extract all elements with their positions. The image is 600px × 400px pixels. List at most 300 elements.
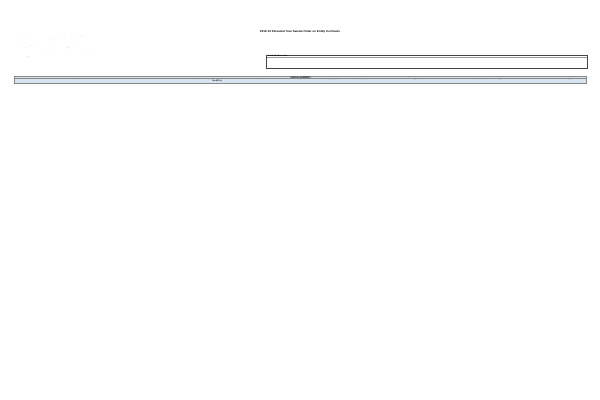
document-title: 2012-13 Financial Year Senate Order on Entity Contracts	[259, 29, 341, 33]
end-date-cell: 31/12/2013	[260, 151, 266, 153]
amount-cell: 100,000.00	[216, 340, 222, 342]
contract-number-cell: FA - Indig Land Fund Provision	[124, 345, 141, 347]
end-date-cell: 31/12/2013	[260, 159, 266, 161]
confidentiality-cell: No	[336, 104, 338, 106]
end-date-cell: 30/06/2014	[260, 340, 266, 342]
start-date-cell: 27/06/2013	[228, 203, 234, 205]
contractor-cell: PORT MACQUARIE LOCAL ABORIGINAL LAND COUNCIL	[15, 265, 47, 267]
contract-number-cell: FA - Indig Land Fund Provision	[124, 174, 141, 176]
other-confidential-cell: No	[491, 330, 493, 332]
other-confidential-cell: No	[491, 218, 493, 220]
contractor-cell: INDIGENOUS BUSINESS AUSTRALIA	[15, 198, 36, 200]
confidentiality-cell: No	[336, 257, 338, 259]
confidentiality-cell: No	[336, 203, 338, 205]
amount-cell: 100,000.00	[216, 312, 222, 314]
amount-cell: 350,000.00	[216, 96, 222, 98]
end-date-cell: 30/06/2013	[260, 102, 266, 104]
end-date-cell: 30/06/2014	[260, 208, 266, 210]
contractor-cell: ABORIGINAL HOSTELS LIMITED	[15, 195, 34, 197]
contractor-cell: NGAANYATJARRA PITJANTJATJARA YANKUNYTJATJARA WOMEN'S COUNCIL	[15, 192, 59, 194]
contractor-cell: KULLILLI BULLOO RIVER ABORIGINAL CORPORATION	[15, 226, 46, 228]
contractor-cell: WESTERN LAND COUNCIL	[15, 89, 31, 91]
currency-cell: $	[179, 115, 180, 117]
end-date-cell: 31/12/2013	[260, 120, 266, 122]
end-date-cell: 31/12/2013	[260, 96, 266, 98]
contract-number-cell: FA - Indig Land Fund Provision	[124, 340, 141, 342]
confidentiality-cell: No	[336, 270, 338, 272]
currency-cell: $	[179, 270, 180, 272]
amount-cell: 285,400.00	[216, 104, 222, 106]
confidentiality-cell: No	[336, 151, 338, 153]
confidentiality-cell: No	[336, 185, 338, 187]
start-date-cell: 01/09/2012	[228, 94, 234, 96]
other-confidential-cell: No	[491, 211, 493, 213]
contractor-cell: MURRAY LOWER DARLING RIVERS INDIGENOUS NATIONS	[15, 130, 49, 132]
start-date-cell: 30/06/2013	[228, 252, 234, 254]
currency-cell: $	[179, 314, 180, 316]
confidentiality-cell: No	[336, 91, 338, 93]
amount-cell: 205,000.00	[216, 120, 222, 122]
amount-cell: 100,000.00	[216, 262, 222, 264]
currency-cell: $	[179, 151, 180, 153]
currency-cell: $	[179, 239, 180, 241]
amount-cell: 100,000.00	[216, 361, 222, 363]
confidentiality-cell: No	[336, 301, 338, 303]
currency-cell: $	[179, 130, 180, 132]
contract-number-cell: FA - Indig Land Fund Provision	[124, 104, 141, 106]
contractor-cell: BANJIMA NATIVE TITLE ABORIGINAL CORPORATION	[15, 317, 45, 319]
currency-cell: $	[179, 187, 180, 189]
start-date-cell: 28/06/2013	[228, 205, 234, 207]
confidentiality-cell: No	[336, 366, 338, 368]
other-confidential-cell: No	[491, 208, 493, 210]
contractor-cell: ARABUNNA ABORIGINAL CORPORATION	[15, 288, 39, 290]
end-date-cell: 30/06/2013	[260, 133, 266, 135]
start-date-cell: 30/06/2013	[228, 294, 234, 296]
contractor-cell: KIMBERLEY ABORIGINAL CARING FOR COUNTRY PLAN ORG	[15, 275, 50, 277]
contract-number-cell: FA - Indig Land Fund Provision	[124, 130, 141, 132]
amount-cell: 165,750.00	[216, 135, 222, 137]
currency-cell: $	[179, 172, 180, 174]
amount-cell: 218,400.00	[216, 117, 222, 119]
contractor-cell: KIMBERLEY LAND COUNCIL	[15, 91, 31, 93]
contract-number-cell: FA - Indig Land Fund Provision	[124, 314, 141, 316]
start-date-cell: 30/06/2013	[228, 366, 234, 368]
start-date-cell: 25/03/2013	[228, 156, 234, 158]
end-date-cell: 31/12/2013	[260, 322, 266, 324]
amount-cell: 100,000.00	[216, 239, 222, 241]
other-confidential-cell: No	[491, 156, 493, 158]
end-date-cell: 31/12/2013	[260, 198, 266, 200]
contractor-cell: ALYAWARR AND KAYTETYE ABORIGINAL CORPORATION	[15, 294, 48, 296]
end-date-cell: 30/06/2013	[260, 109, 266, 111]
amount-cell: 100,000.00	[216, 237, 222, 239]
info-code: (ii) Intellectual property	[268, 59, 281, 61]
column-header: Reason(s)	[564, 79, 572, 81]
contractor-cell: QUEENSLAND SOUTH NATIVE TITLE SERVICES	[15, 135, 43, 137]
currency-cell: $	[179, 177, 180, 179]
start-date-cell: 30/06/2013	[228, 221, 234, 223]
confidentiality-cell: No	[336, 351, 338, 353]
end-date-cell: 30/06/2014	[260, 317, 266, 319]
end-date-cell: 30/06/2013	[260, 343, 266, 345]
contractor-cell: ABORIGINAL & ISLANDER SUPPORT PTY LTD	[15, 84, 41, 85]
start-date-cell: 30/06/2013	[228, 244, 234, 246]
end-date-cell: 30/06/2013	[260, 335, 266, 337]
contract-number-cell: FA - Indig Land Fund Provision	[124, 364, 141, 366]
currency-cell: $	[179, 356, 180, 358]
other-confidential-cell: No	[491, 252, 493, 254]
contract-number-cell: FA - Indig Land Fund Provision	[124, 146, 141, 148]
column-header: Amount/Contract Value (GST inc)	[211, 79, 223, 82]
other-confidential-cell: No	[491, 104, 493, 106]
confidentiality-cell: No	[336, 314, 338, 316]
amount-cell: 100,000.00	[216, 320, 222, 322]
other-confidential-cell: No	[491, 257, 493, 259]
contractor-cell: BIRRIAH ABORIGINAL CORPORATION	[15, 286, 37, 288]
amount-cell: 100,000.00	[216, 294, 222, 296]
contract-number-cell: FA - Indig Land Fund Provision	[124, 125, 141, 127]
other-confidential-cell: No	[491, 294, 493, 296]
currency-cell: $	[179, 86, 180, 88]
start-date-cell: 18/03/2013	[228, 154, 234, 156]
currency-cell: $	[179, 294, 180, 296]
amount-cell: 101,900.00	[216, 190, 222, 192]
end-date-cell: 31/12/2013	[260, 338, 266, 340]
amount-cell: 178,900.00	[216, 130, 222, 132]
end-date-cell: 31/12/2013	[260, 314, 266, 316]
other-confidential-cell: No	[491, 94, 493, 96]
start-date-cell: 15/11/2012	[228, 112, 234, 114]
end-date-cell: 30/06/2014	[260, 301, 266, 303]
end-date-cell: 30/06/2013	[260, 117, 266, 119]
currency-cell: $	[179, 322, 180, 324]
currency-cell: $	[179, 338, 180, 340]
contractor-cell: GANGGALIDA AND GARAWA NATIVE TITLE CORPORATION	[15, 281, 49, 283]
start-date-cell: 30/06/2013	[228, 330, 234, 332]
contract-number-cell: FA - Indig Land Fund Provision	[124, 167, 141, 168]
contract-number-cell: FA - Indig Land Fund Provision	[124, 200, 141, 202]
other-confidential-cell: No	[491, 325, 493, 327]
start-date-cell: 30/06/2013	[228, 239, 234, 241]
start-date-cell: 30/06/2013	[228, 358, 234, 360]
contract-number-cell: FA - Indig Land Fund Provision	[124, 91, 141, 93]
start-date-cell: 15/04/2013	[228, 164, 234, 166]
end-date-cell: 30/06/2013	[260, 242, 266, 244]
amount-cell: 110,000.00	[216, 174, 222, 176]
confidentiality-cell: No	[336, 252, 338, 254]
start-date-cell: 25/02/2013	[228, 143, 234, 145]
contractor-cell: YUNKUNJINI ABORIGINAL CORPORATION	[15, 366, 39, 368]
end-date-cell: 31/12/2013	[260, 353, 266, 355]
other-confidential-cell: No	[491, 340, 493, 342]
amount-cell: 100,000.00	[216, 338, 222, 340]
confidentiality-cell: No	[336, 309, 338, 311]
confidentiality-cell: No	[336, 161, 338, 163]
contractor-cell: REEF AMERICAN HUB HOLDINGS PTY LTD	[15, 107, 40, 109]
amount-cell: 100,000.00	[216, 221, 222, 223]
end-date-cell: 31/12/2013	[260, 213, 266, 215]
other-confidential-cell: No	[491, 205, 493, 207]
currency-cell: $	[179, 278, 180, 280]
contractor-cell: ABORIGINAL AND TORRES STRAIT ISLANDER CORPORATION LIMITED	[15, 96, 56, 98]
contractor-cell: TJURABALAN NATIVE TITLE LAND ABORIGINAL CORPORATION	[15, 257, 51, 259]
start-date-cell: 30/06/2013	[228, 322, 234, 324]
contractor-cell: ISLAND COMMUNITY ASSOCIATION INC	[15, 104, 38, 106]
contract-number-cell: FA - Indig Land Fund Provision	[124, 291, 141, 293]
end-date-cell: 30/06/2014	[260, 262, 266, 264]
amount-cell: 100,000.00	[216, 224, 222, 226]
start-date-cell: 01/07/2012	[228, 86, 234, 88]
other-confidential-cell: No	[491, 159, 493, 161]
contractor-cell: GIMUY WALUBARA YIDINJI ABORIGINAL CORPORATION	[15, 224, 47, 226]
contractor-cell: YIRRGANYDJI ABORIGINAL CORPORATION	[15, 314, 40, 316]
currency-cell: $	[179, 117, 180, 119]
end-date-cell: 30/06/2013	[260, 257, 266, 259]
contract-number-cell: FA - Indig Land Fund Provision	[124, 278, 141, 280]
contract-number-cell: FA - Indig Land Fund Provision	[124, 299, 141, 301]
amount-cell: 150,000.00	[216, 143, 222, 145]
end-date-cell: 30/06/2014	[260, 146, 266, 148]
info-code: (iv) Privacy and personal information	[268, 63, 288, 65]
confidentiality-cell: No	[336, 338, 338, 340]
other-confidential-cell: No	[491, 117, 493, 119]
contract-number-cell: FA - Indig Land Fund Provision	[124, 203, 141, 205]
contractor-cell: MALGANA ABORIGINAL CORPORATION	[15, 229, 38, 231]
currency-cell: $	[179, 247, 180, 249]
contract-number-cell: FA - Indig Land Fund Provision	[124, 237, 141, 239]
end-date-cell: 30/06/2013	[260, 211, 266, 213]
intro-line: These contracts have been listed in accordance with the requirements of the Senate Order (Procurement Connected Policy Guidance)	[14, 53, 91, 55]
contract-number-cell: FA - Indig Land Fund Provision	[124, 190, 141, 192]
other-confidential-cell: No	[491, 185, 493, 187]
confidentiality-cell: No	[336, 174, 338, 176]
start-date-cell: 30/06/2013	[228, 296, 234, 298]
other-confidential-cell: No	[491, 91, 493, 93]
info-description: The contract does not contain any confidentiality provisions	[323, 66, 355, 68]
end-date-cell: 31/12/2013	[260, 205, 266, 207]
amount-cell: 160,000.00	[216, 138, 222, 140]
confidentiality-cell: No	[336, 102, 338, 104]
contractor-cell: BARKINDJI NATIVE TITLE GROUP ABORIGINAL CORPORATION	[15, 296, 51, 298]
contract-number-cell: FA - Indig Land Fund Provision	[124, 208, 141, 210]
other-confidential-cell: No	[491, 283, 493, 285]
start-date-cell: 30/06/2013	[228, 270, 234, 272]
other-confidential-cell: No	[491, 221, 493, 223]
contract-number-cell: FA - Indig Land Fund Provision	[124, 99, 141, 101]
confidentiality-cell: No	[336, 96, 338, 98]
start-date-cell: 30/06/2013	[228, 364, 234, 366]
currency-cell: $	[179, 198, 180, 200]
currency-cell: $	[179, 208, 180, 210]
amount-cell: 100,000.00	[216, 252, 222, 254]
other-confidential-cell: No	[491, 213, 493, 215]
amount-cell: 320,100.00	[216, 99, 222, 101]
end-date-cell: 30/06/2014	[260, 161, 266, 163]
end-date-cell: 30/06/2013	[260, 156, 266, 158]
end-date-cell: 30/06/2014	[260, 255, 266, 257]
contract-number-cell: FA - Indig Land Fund Provision	[124, 333, 141, 334]
amount-cell: 100,000.00	[216, 250, 222, 251]
other-confidential-cell: No	[491, 141, 493, 143]
contractor-cell: WADJAREE NATIVE TITLE ABORIGINAL CORPORATION	[15, 244, 47, 246]
contractor-cell: NYAMBA BURU YAWURU LIMITED	[15, 164, 35, 166]
amount-cell: 100,000.00	[216, 317, 222, 319]
end-date-cell: 30/06/2013	[260, 312, 266, 314]
info-code: (i) Public interest immunity	[268, 58, 282, 59]
amount-cell: 540,911.00	[216, 89, 222, 91]
currency-cell: $	[179, 301, 180, 303]
confidentiality-cell: No	[336, 268, 338, 270]
other-confidential-cell: No	[491, 317, 493, 319]
other-confidential-cell: No	[491, 169, 493, 171]
contract-number-cell: FA - Indig Land Fund Provision	[124, 317, 141, 319]
currency-cell: $	[179, 348, 180, 350]
end-date-cell: 30/06/2013	[260, 203, 266, 205]
contractor-cell: PALYKU ABORIGINAL CORPORATION	[15, 234, 37, 236]
contract-number-cell: FA - Indig Land Fund Provision	[124, 348, 141, 350]
other-confidential-cell: No	[491, 247, 493, 249]
intro-line: The reasons for confidentiality are listed against each contract in the report	[14, 44, 57, 46]
contract-number-cell: FA - Indig Land Fund Provision	[124, 112, 141, 114]
amount-cell: 100,000.00	[216, 278, 222, 280]
end-date-cell: 30/06/2013	[260, 164, 266, 166]
contract-number-cell: FA - Indig Land Fund Provision	[124, 301, 141, 303]
contractor-cell: WANGKA MAYA PILBARA ABORIGINAL LANGUAGE CENTRE	[15, 167, 49, 168]
other-confidential-cell: No	[491, 128, 493, 130]
currency-cell: $	[179, 104, 180, 106]
start-date-cell: 08/04/2013	[228, 161, 234, 163]
other-confidential-cell: No	[491, 172, 493, 174]
end-date-cell: 30/06/2014	[260, 122, 266, 124]
start-date-cell: 30/06/2013	[228, 237, 234, 239]
contract-number-cell: FA - Indig Land Fund Provision	[124, 335, 141, 337]
confidentiality-cell: No	[336, 224, 338, 226]
end-date-cell: 31/12/2013	[260, 104, 266, 106]
start-date-cell: 01/02/2013	[228, 135, 234, 137]
start-date-cell: 30/06/2013	[228, 229, 234, 231]
other-confidential-cell: No	[491, 288, 493, 290]
other-confidential-cell: No	[491, 84, 493, 85]
contractor-cell: WAKKA WAKKA NATIVE TITLE GROUP ABORIGINAL CORPORATION	[15, 361, 53, 363]
start-date-cell: 30/06/2013	[228, 288, 234, 290]
start-date-cell: 13/05/2013	[228, 174, 234, 176]
contract-number-cell: FA - Indig Land Fund Provision	[124, 273, 141, 275]
contractor-cell: NORFORCE ABORIGINAL CORPORATION	[15, 268, 39, 270]
column-header: Currency	[192, 79, 198, 81]
end-date-cell: 30/06/2014	[260, 325, 266, 327]
amount-cell: 100,000.00	[216, 335, 222, 337]
currency-cell: $	[179, 224, 180, 226]
contract-number-cell: FA - Indig Land Fund Provision	[124, 185, 141, 187]
start-date-cell: 01/12/2012	[228, 117, 234, 119]
confidentiality-cell: No	[336, 361, 338, 363]
confidentiality-cell: No	[336, 364, 338, 366]
amount-cell: 142,500.00	[216, 148, 222, 150]
currency-cell: $	[179, 169, 180, 171]
contract-number-cell: FA - Indig Land Fund Provision	[124, 296, 141, 298]
contractor-cell: DJARRU ABORIGINAL CORPORATION	[15, 283, 37, 285]
confidentiality-cell: No	[336, 239, 338, 241]
amount-cell: 100,000.00	[216, 304, 222, 306]
contract-number-cell: FA - Indig Land Fund Provision	[124, 330, 141, 332]
intro-line: Estimated cost of complying with this order is $0.00	[14, 55, 44, 57]
contractor-cell: CENTRAL LAND COUNCIL	[15, 141, 30, 143]
start-date-cell: 30/06/2013	[228, 242, 234, 244]
amount-cell: 100,000.00	[216, 244, 222, 246]
currency-cell: $	[179, 309, 180, 311]
contractor-cell: LARRAKIA NATION ABORIGINAL CORPORATION	[15, 353, 43, 355]
confidentiality-cell: No	[336, 273, 338, 275]
confidentiality-cell: No	[336, 172, 338, 174]
contract-number-cell: FA - Indig Land Fund Provision	[124, 361, 141, 363]
end-date-cell: 31/12/2013	[260, 190, 266, 192]
confidentiality-cell: No	[336, 143, 338, 145]
currency-cell: $	[179, 200, 180, 202]
confidentiality-cell: No	[336, 216, 338, 218]
contract-number-cell: FA - Indig Land Fund Provision	[124, 213, 141, 215]
currency-cell: $	[179, 257, 180, 259]
end-date-cell: 30/06/2014	[260, 348, 266, 350]
currency-cell: $	[179, 120, 180, 122]
contract-number-cell: FA - Indig Land Fund Provision	[124, 351, 141, 353]
currency-cell: $	[179, 185, 180, 187]
confidentiality-cell: No	[336, 353, 338, 355]
contractor-cell: EASTERN KUKU YALANJI ABORIGINAL CORPORATION	[15, 340, 46, 342]
confidentiality-cell: No	[336, 296, 338, 298]
start-date-cell: 17/06/2013	[228, 190, 234, 192]
amount-cell: 103,800.00	[216, 185, 222, 187]
currency-cell: $	[179, 281, 180, 283]
contract-number-cell: FA - Indig Land Fund Provision	[124, 312, 141, 314]
other-confidential-cell: No	[491, 146, 493, 148]
contract-number-cell: FA - Indig Land Fund Provision	[124, 89, 141, 91]
contractor-cell: NYANGUMARTA WARRARN ABORIGINAL CORPORATION	[15, 231, 47, 233]
end-date-cell: 31/12/2013	[260, 135, 266, 137]
confidentiality-cell: No	[336, 156, 338, 158]
amount-cell: 100,000.00	[216, 299, 222, 301]
amount-cell: 100,000.00	[216, 330, 222, 332]
amount-cell: 118,000.00	[216, 167, 222, 168]
other-confidential-cell: No	[491, 200, 493, 202]
contractor-cell: YUGGERA UGARAPUL PEOPLE ABORIGINAL CORPORATION	[15, 250, 50, 251]
currency-cell: $	[179, 107, 180, 109]
other-confidential-cell: No	[491, 216, 493, 218]
contract-number-cell: FA - Indig Land Fund Provision	[124, 307, 141, 309]
amount-cell: 134,650.00	[216, 154, 222, 156]
start-date-cell: 01/09/2012	[228, 96, 234, 98]
start-date-cell: 01/08/2012	[228, 89, 234, 91]
contract-number-cell: FA - Indig Land Fund Provision	[124, 358, 141, 360]
currency-cell: $	[179, 364, 180, 366]
contractor-cell: NGAANYATJARRA ABORIGINAL CORPORATION	[15, 94, 42, 96]
currency-cell: $	[179, 317, 180, 319]
amount-cell: 100,000.00	[216, 242, 222, 244]
other-confidential-cell: No	[491, 198, 493, 200]
confidentiality-cell: No	[336, 244, 338, 246]
amount-cell: 395,800.00	[216, 94, 222, 96]
contract-number-cell: FA - Indig Land Fund Provision	[124, 257, 141, 259]
start-date-cell: 30/06/2013	[228, 226, 234, 228]
start-date-cell: 25/06/2013	[228, 198, 234, 200]
amount-cell: 100,000.00	[216, 327, 222, 329]
end-date-cell: 30/06/2014	[260, 239, 266, 241]
other-confidential-cell: No	[491, 125, 493, 127]
start-date-cell: 02/04/2013	[228, 159, 234, 161]
contract-number-cell: FA - Indig Land Fund Provision	[124, 320, 141, 322]
contract-number-cell: FA - Indig Land Fund Provision	[124, 94, 141, 96]
currency-cell: $	[179, 96, 180, 98]
